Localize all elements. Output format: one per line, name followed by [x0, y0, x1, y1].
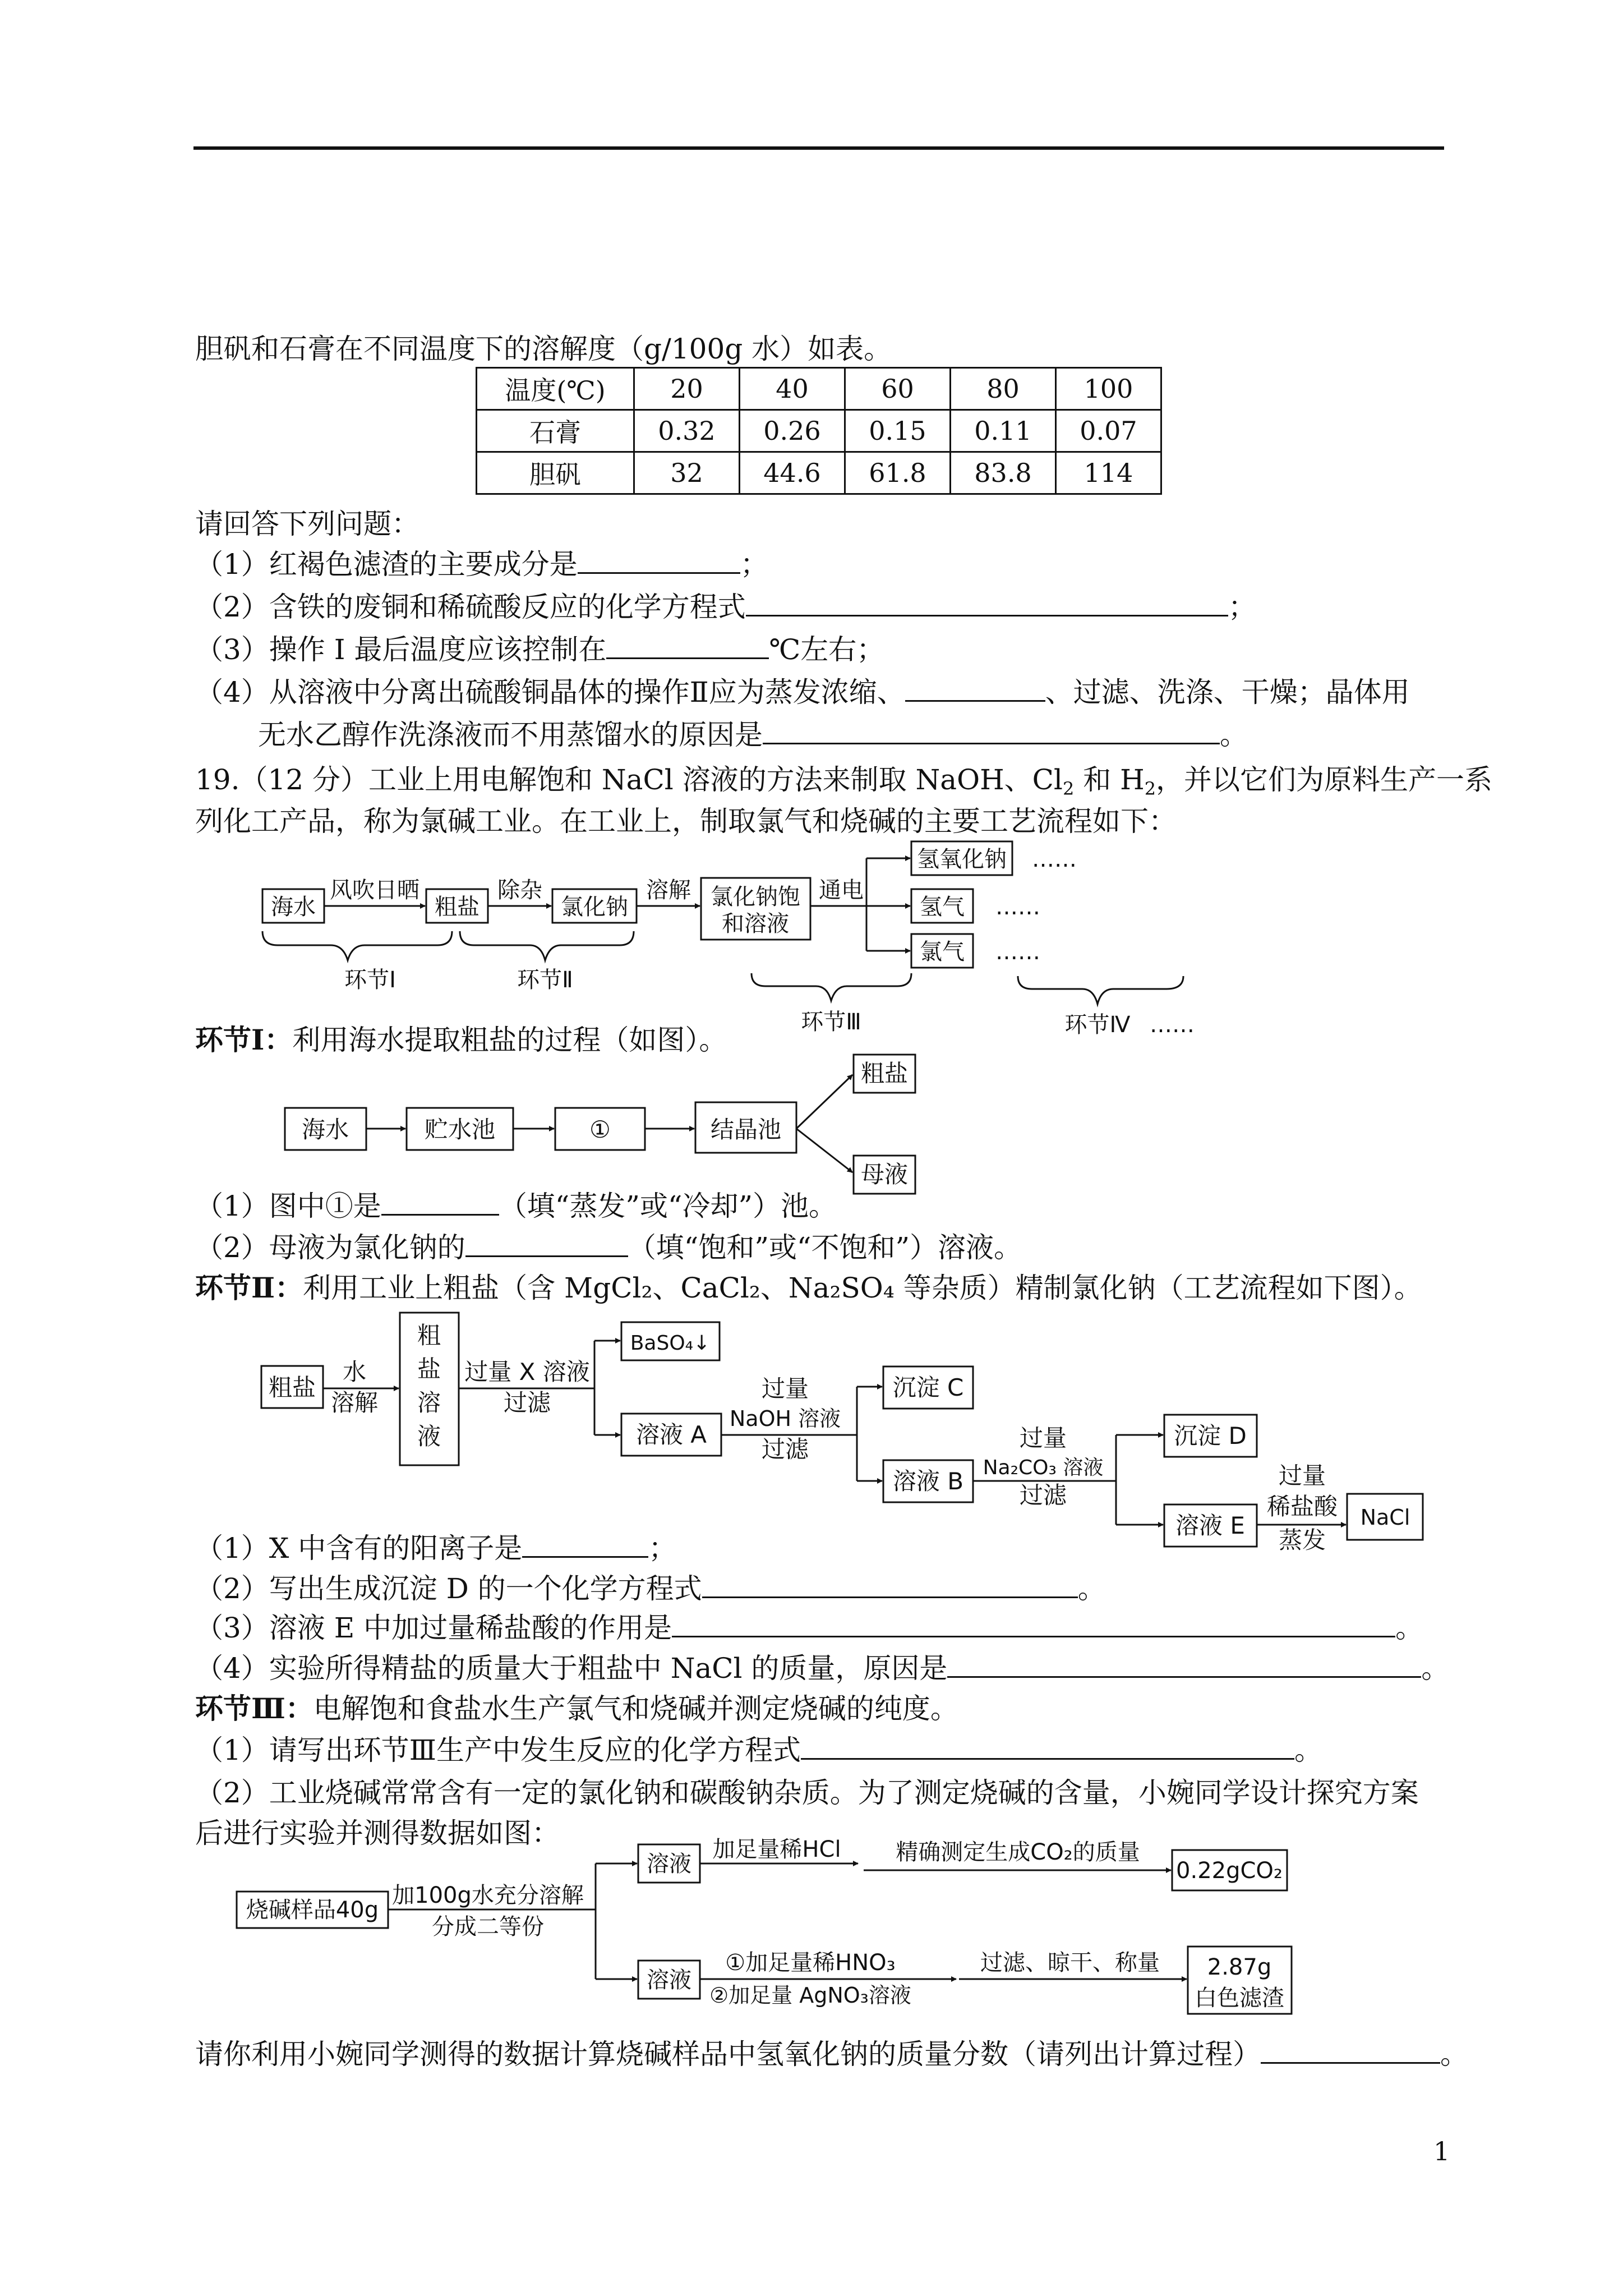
text: 。 [1220, 719, 1248, 751]
arrow-label: 蒸发 [1278, 1526, 1326, 1554]
flow-box-label: 烧碱样品40g [246, 1897, 379, 1923]
text: （1）红褐色滤渣的主要成分是 [195, 548, 578, 581]
text: ； [740, 548, 768, 581]
sec3-final [195, 2036, 1468, 2072]
text: （2）母液为氯化钠的 [195, 1231, 465, 1264]
flow1-text [271, 846, 1195, 1038]
brace [460, 931, 634, 960]
flow-box-label: ① [589, 1116, 611, 1143]
arrow-label: 分成二等份 [432, 1914, 544, 1940]
ellipsis: …… [1032, 846, 1077, 872]
text: （4）从溶液中分离出硫酸铜晶体的操作Ⅱ应为蒸发浓缩、 [195, 676, 905, 708]
text: 利用工业上粗盐（含 MgCl₂、CaCl₂、Na₂SO₄ 等杂质）精制氯化钠（工艺流程如下图）。 [303, 1272, 1422, 1304]
flow3-text [269, 1322, 1410, 1554]
table-cell: 100 [1056, 368, 1161, 410]
ellipsis: …… [995, 939, 1040, 965]
q19-line-2: 列化工产品，称为氯碱工业。在工业上，制取氯气和烧碱的主要工艺流程如下： [195, 805, 1177, 838]
sec1-heading [195, 1022, 727, 1058]
answer-blank[interactable] [465, 1231, 628, 1257]
table-cell: 0.11 [951, 410, 1056, 452]
table-cell: 83.8 [951, 452, 1056, 494]
text: 。 [1440, 2038, 1468, 2070]
flow-box-label: 2.87g [1207, 1954, 1272, 1980]
flow-arrow [796, 1075, 852, 1129]
text: （填“蒸发”或“冷却”）池。 [499, 1190, 837, 1222]
text: 电解饱和食盐水生产氯气和烧碱并测定烧碱的纯度。 [313, 1692, 958, 1725]
table-cell: 20 [634, 368, 740, 410]
sec1-q2 [195, 1230, 1022, 1266]
table-cell: 胆矾 [477, 452, 634, 494]
text: 。 [1395, 1612, 1424, 1644]
flow-box-label: 液 [417, 1423, 441, 1450]
table-cell: 温度(℃) [477, 368, 634, 410]
text: （1）请写出环节Ⅲ生产中发生反应的化学方程式 [195, 1734, 801, 1766]
text: ； [648, 1532, 677, 1565]
subscript: 2 [1062, 778, 1075, 799]
text: 和 H [1074, 763, 1145, 796]
flow-box-label: 和溶液 [722, 911, 789, 937]
flow-box-label: 粗盐 [268, 1374, 316, 1401]
table-cell: 0.32 [634, 410, 740, 452]
answer-blank[interactable] [947, 1651, 1421, 1678]
sec3-heading [195, 1691, 958, 1727]
arrow-label: 加足量稀HCl [712, 1837, 841, 1862]
sec3-q2-line-1: （2）工业烧碱常常含有一定的氯化钠和碳酸钠杂质。为了测定烧碱的含量，小婉同学设计探究方案 [195, 1777, 1419, 1809]
text: 请你利用小婉同学测得的数据计算烧碱样品中氢氧化钠的质量分数（请列出计算过程） [195, 2038, 1261, 2070]
arrow-label: 精确测定生成CO₂的质量 [896, 1839, 1140, 1865]
flow-box-label: 粗 [417, 1322, 441, 1349]
text: 。 [1077, 1572, 1106, 1605]
arrow-label: Na₂CO₃ 溶液 [983, 1456, 1104, 1479]
ellipsis: …… [995, 894, 1040, 920]
flow2-text [302, 1060, 908, 1188]
table-cell: 44.6 [740, 452, 845, 494]
q18-prompt: 请回答下列问题： [195, 508, 419, 540]
flow-box-label: 0.22gCO₂ [1176, 1858, 1283, 1884]
sec1-q1 [195, 1188, 837, 1224]
text: （1）图中①是 [195, 1190, 381, 1222]
flow-box-label: 沉淀 C [892, 1374, 964, 1401]
table-cell: 0.07 [1056, 410, 1161, 452]
flow-box-label: 粗盐 [860, 1060, 909, 1087]
flow-arrow [796, 1129, 852, 1172]
text: ℃左右； [769, 633, 885, 666]
text: （4）实验所得精盐的质量大于粗盐中 NaCl 的质量，原因是 [195, 1652, 948, 1685]
text: 、过滤、洗涤、干燥；晶体用 [1045, 676, 1410, 708]
flow-box-label: 溶液 [647, 1967, 691, 1993]
arrow-label: 过滤 [761, 1435, 809, 1463]
arrow-label: 过量 [1278, 1462, 1326, 1489]
text: （填“饱和”或“不饱和”）溶液。 [628, 1231, 1022, 1264]
sec2-q1 [195, 1530, 676, 1566]
flow-box-label: 海水 [271, 894, 316, 920]
text: 19.（12 分）工业上用电解饱和 NaCl 溶液的方法来制取 NaOH、Cl [195, 763, 1063, 796]
answer-blank[interactable] [801, 1733, 1294, 1760]
ellipsis: …… [1150, 1012, 1195, 1038]
sec2-q4 [195, 1650, 1449, 1686]
text: 。 [1421, 1652, 1450, 1685]
text: 。 [1294, 1734, 1323, 1766]
flow-box-label: 沉淀 D [1174, 1422, 1247, 1450]
section-label: 环节Ⅰ [344, 967, 396, 993]
flow-box-label: 结晶池 [710, 1116, 782, 1143]
text: （2）含铁的废铜和稀硫酸反应的化学方程式 [195, 591, 746, 623]
table-cell: 0.15 [845, 410, 951, 452]
arrow-label: ②加足量 AgNO₃溶液 [709, 1983, 911, 2008]
table-cell: 石膏 [477, 410, 634, 452]
flow-box-label: 溶液 A [635, 1421, 707, 1448]
sec2-heading [195, 1270, 1422, 1306]
sec2-q3 [195, 1610, 1423, 1646]
section-title: 环节Ⅰ： [195, 1023, 293, 1056]
answer-blank[interactable] [1261, 2037, 1440, 2064]
arrow-label: 稀盐酸 [1266, 1493, 1338, 1520]
arrow-label: 加100g水充分溶解 [392, 1883, 584, 1908]
text: （2）写出生成沉淀 D 的一个化学方程式 [195, 1572, 702, 1605]
text: （3）操作 I 最后温度应该控制在 [195, 633, 607, 666]
flow-box-label: 溶液 E [1175, 1512, 1245, 1539]
table-cell: 0.26 [740, 410, 845, 452]
text: ； [1228, 591, 1256, 623]
flow-box-label: 白色滤渣 [1195, 1985, 1284, 2011]
arrow-label: 通电 [819, 877, 864, 903]
flow-box-label: 氢氧化钠 [917, 846, 1007, 872]
sec2-q2 [195, 1571, 1106, 1607]
flow-box-label: 溶 [417, 1389, 441, 1416]
flow-box-label: 粗盐 [435, 894, 479, 920]
arrow-label: 过量 [761, 1375, 809, 1402]
answer-blank[interactable] [672, 1611, 1395, 1637]
flow-box-label: 贮水池 [424, 1116, 496, 1143]
arrow-label: 除杂 [497, 877, 542, 903]
page-number: 1 [1433, 2136, 1450, 2166]
section-title: 环节Ⅲ： [195, 1692, 313, 1725]
table-cell: 61.8 [845, 452, 951, 494]
table-intro: 胆矾和石膏在不同温度下的溶解度（g/100g 水）如表。 [195, 333, 892, 365]
text: 无水乙醇作洗涤液而不用蒸馏水的原因是 [258, 719, 763, 751]
flow-box-label: 溶液 [647, 1851, 691, 1877]
brace [751, 973, 911, 1001]
flow-box-label: 溶液 B [892, 1467, 964, 1495]
flow-box-label: 盐 [417, 1355, 441, 1383]
section-title: 环节Ⅱ： [195, 1271, 303, 1304]
arrow-label: ①加足量稀HNO₃ [725, 1950, 896, 1976]
arrow-label: 水 [342, 1358, 367, 1386]
flow-box-label: 氯化钠 [561, 894, 628, 920]
arrow-label: 过量 [1019, 1424, 1067, 1452]
section-label: 环节Ⅲ [801, 1009, 861, 1035]
table-cell: 40 [740, 368, 845, 410]
table-cell: 60 [845, 368, 951, 410]
text: ，并以它们为原料生产一系 [1156, 763, 1493, 796]
arrow-label: 过滤 [503, 1389, 551, 1416]
brace [262, 931, 452, 960]
table-cell: 32 [634, 452, 740, 494]
arrow-label: 过滤 [1019, 1481, 1067, 1509]
text: 利用海水提取粗盐的过程（如图）。 [292, 1024, 727, 1056]
flow-box-label: 海水 [301, 1116, 349, 1143]
arrow-label: 溶解 [330, 1389, 379, 1416]
arrow-label: NaOH 溶液 [729, 1406, 841, 1431]
text: （3）溶液 E 中加过量稀盐酸的作用是 [195, 1612, 672, 1644]
section-label: 环节Ⅱ [517, 967, 573, 993]
flow-box-label: 氯气 [920, 939, 965, 965]
answer-blank[interactable] [702, 1572, 1078, 1598]
section-label: 环节Ⅳ [1064, 1012, 1131, 1038]
subscript: 2 [1144, 778, 1156, 799]
table-cell: 114 [1056, 452, 1161, 494]
brace [1018, 976, 1183, 1004]
arrow-label: 风吹日晒 [330, 877, 419, 903]
text: （1）X 中含有的阳离子是 [195, 1532, 523, 1565]
sec3-q2-line-2: 后进行实验并测得数据如图： [195, 1817, 560, 1849]
table-cell: 80 [951, 368, 1056, 410]
arrow-label: 过滤、晾干、称量 [980, 1950, 1160, 1976]
flow-box-label: 氯化钠饱 [711, 884, 800, 910]
sec3-q1 [195, 1732, 1322, 1768]
flow-box-label: BaSO₄↓ [630, 1332, 711, 1355]
flow-box-label: NaCl [1360, 1505, 1410, 1530]
answer-blank[interactable] [381, 1189, 499, 1216]
flow-box-label: 氢气 [920, 894, 965, 920]
arrow-label: 溶解 [646, 877, 691, 903]
answer-blank[interactable] [522, 1531, 648, 1558]
arrow-label: 过量 X 溶液 [464, 1358, 590, 1386]
flow-box-label: 母液 [860, 1161, 909, 1188]
